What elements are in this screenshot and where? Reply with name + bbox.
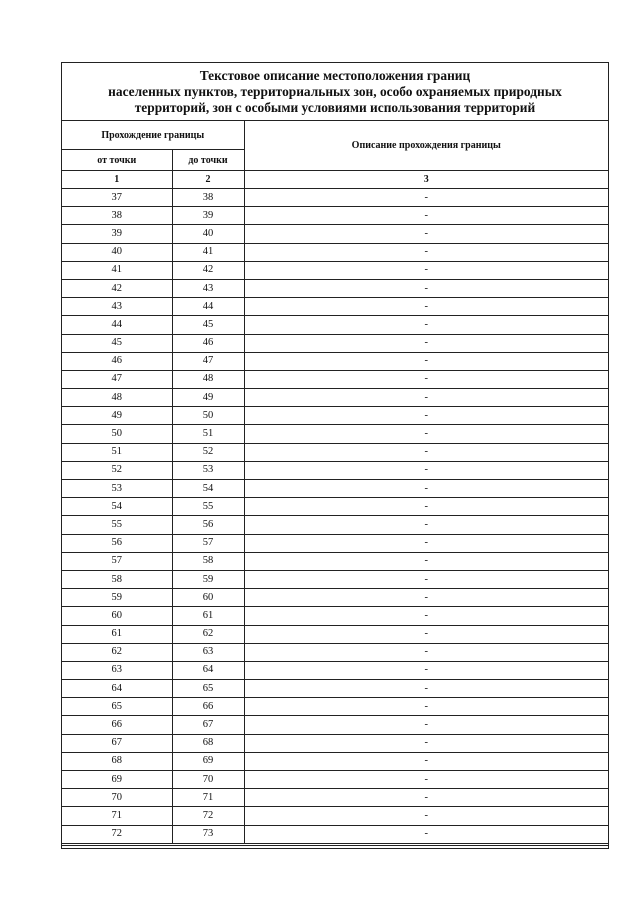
from-point-cell: 57 [62, 552, 172, 570]
document-title [62, 63, 608, 121]
from-point-cell: 58 [62, 570, 172, 588]
column-number-1: 1 [62, 171, 172, 189]
from-point-cell: 39 [62, 225, 172, 243]
from-point-cell: 64 [62, 680, 172, 698]
column-number-row [62, 171, 608, 189]
title-line-2: населенных пунктов, территориальных зон, особо охраняемых природных [108, 83, 562, 99]
to-point-cell: 67 [172, 716, 244, 734]
to-point-cell: 53 [172, 461, 244, 479]
from-point-cell: 62 [62, 643, 172, 661]
table-row [62, 316, 608, 334]
to-point-cell: 48 [172, 370, 244, 388]
from-point-cell: 38 [62, 207, 172, 225]
to-point-cell: 64 [172, 661, 244, 679]
table-row [62, 734, 608, 752]
from-point-cell: 68 [62, 752, 172, 770]
from-point-cell: 40 [62, 243, 172, 261]
to-point-cell: 59 [172, 570, 244, 588]
description-cell: - [244, 207, 608, 225]
description-cell: - [244, 680, 608, 698]
description-cell: - [244, 243, 608, 261]
description-cell: - [244, 625, 608, 643]
table-row [62, 807, 608, 825]
from-point-cell: 46 [62, 352, 172, 370]
description-cell: - [244, 298, 608, 316]
description-cell: - [244, 316, 608, 334]
from-point-cell: 72 [62, 825, 172, 843]
description-cell: - [244, 807, 608, 825]
to-point-cell: 40 [172, 225, 244, 243]
from-point-cell: 67 [62, 734, 172, 752]
from-point-cell: 47 [62, 370, 172, 388]
boundary-description-form [61, 62, 609, 849]
table-row [62, 825, 608, 843]
description-cell: - [244, 389, 608, 407]
description-cell: - [244, 189, 608, 207]
from-point-cell: 55 [62, 516, 172, 534]
table-row [62, 516, 608, 534]
to-point-cell: 58 [172, 552, 244, 570]
table-row [62, 680, 608, 698]
description-cell: - [244, 734, 608, 752]
description-cell: - [244, 370, 608, 388]
from-point-cell: 41 [62, 261, 172, 279]
table-row [62, 334, 608, 352]
from-point-cell: 52 [62, 461, 172, 479]
table-row [62, 589, 608, 607]
description-cell: - [244, 698, 608, 716]
to-point-cell: 57 [172, 534, 244, 552]
to-point-cell: 49 [172, 389, 244, 407]
description-cell: - [244, 279, 608, 297]
to-point-cell: 73 [172, 825, 244, 843]
from-point-cell: 54 [62, 498, 172, 516]
to-point-cell: 68 [172, 734, 244, 752]
table-row [62, 207, 608, 225]
to-point-cell: 70 [172, 771, 244, 789]
from-point-cell: 56 [62, 534, 172, 552]
table-row [62, 716, 608, 734]
header-description: Описание прохождения границы [244, 121, 608, 171]
to-point-cell: 46 [172, 334, 244, 352]
column-number-2: 2 [172, 171, 244, 189]
header-from-point: от точки [62, 150, 172, 171]
to-point-cell: 55 [172, 498, 244, 516]
table-row [62, 443, 608, 461]
table-row [62, 498, 608, 516]
description-cell: - [244, 716, 608, 734]
description-cell: - [244, 643, 608, 661]
to-point-cell: 63 [172, 643, 244, 661]
to-point-cell: 69 [172, 752, 244, 770]
description-cell: - [244, 443, 608, 461]
description-cell: - [244, 516, 608, 534]
to-point-cell: 39 [172, 207, 244, 225]
from-point-cell: 65 [62, 698, 172, 716]
to-point-cell: 56 [172, 516, 244, 534]
from-point-cell: 43 [62, 298, 172, 316]
to-point-cell: 42 [172, 261, 244, 279]
table-row [62, 389, 608, 407]
to-point-cell: 41 [172, 243, 244, 261]
to-point-cell: 54 [172, 480, 244, 498]
table-row [62, 643, 608, 661]
table-row [62, 771, 608, 789]
from-point-cell: 60 [62, 607, 172, 625]
to-point-cell: 50 [172, 407, 244, 425]
table-row [62, 243, 608, 261]
from-point-cell: 49 [62, 407, 172, 425]
table-row [62, 552, 608, 570]
table-row [62, 189, 608, 207]
from-point-cell: 59 [62, 589, 172, 607]
header-to-point: до точки [172, 150, 244, 171]
table-row [62, 570, 608, 588]
from-point-cell: 48 [62, 389, 172, 407]
description-cell: - [244, 352, 608, 370]
to-point-cell: 65 [172, 680, 244, 698]
description-cell: - [244, 498, 608, 516]
table-row [62, 279, 608, 297]
header-boundary-passage: Прохождение границы [62, 121, 244, 150]
to-point-cell: 45 [172, 316, 244, 334]
to-point-cell: 62 [172, 625, 244, 643]
from-point-cell: 69 [62, 771, 172, 789]
description-cell: - [244, 407, 608, 425]
description-cell: - [244, 261, 608, 279]
from-point-cell: 50 [62, 425, 172, 443]
description-cell: - [244, 334, 608, 352]
to-point-cell: 52 [172, 443, 244, 461]
table-row [62, 225, 608, 243]
description-cell: - [244, 752, 608, 770]
description-cell: - [244, 480, 608, 498]
description-cell: - [244, 771, 608, 789]
to-point-cell: 61 [172, 607, 244, 625]
table-body [62, 189, 608, 844]
from-point-cell: 66 [62, 716, 172, 734]
from-point-cell: 70 [62, 789, 172, 807]
table-row [62, 534, 608, 552]
table-row [62, 752, 608, 770]
description-cell: - [244, 461, 608, 479]
description-cell: - [244, 789, 608, 807]
to-point-cell: 43 [172, 279, 244, 297]
from-point-cell: 51 [62, 443, 172, 461]
to-point-cell: 60 [172, 589, 244, 607]
to-point-cell: 38 [172, 189, 244, 207]
table-row [62, 407, 608, 425]
table-row [62, 661, 608, 679]
table-row [62, 461, 608, 479]
from-point-cell: 71 [62, 807, 172, 825]
from-point-cell: 37 [62, 189, 172, 207]
to-point-cell: 72 [172, 807, 244, 825]
from-point-cell: 53 [62, 480, 172, 498]
to-point-cell: 71 [172, 789, 244, 807]
boundary-table [62, 121, 608, 844]
description-cell: - [244, 570, 608, 588]
description-cell: - [244, 534, 608, 552]
table-row [62, 298, 608, 316]
from-point-cell: 61 [62, 625, 172, 643]
table-row [62, 352, 608, 370]
description-cell: - [244, 225, 608, 243]
table-row [62, 261, 608, 279]
to-point-cell: 51 [172, 425, 244, 443]
description-cell: - [244, 589, 608, 607]
description-cell: - [244, 552, 608, 570]
column-number-3: 3 [244, 171, 608, 189]
from-point-cell: 44 [62, 316, 172, 334]
description-cell: - [244, 607, 608, 625]
table-row [62, 625, 608, 643]
from-point-cell: 42 [62, 279, 172, 297]
table-row [62, 480, 608, 498]
from-point-cell: 45 [62, 334, 172, 352]
bottom-rule [61, 845, 609, 846]
description-cell: - [244, 825, 608, 843]
title-line-1: Текстовое описание местоположения границ [199, 67, 471, 83]
title-line-3: территорий, зон с особыми условиями использования территорий [134, 99, 536, 115]
table-row [62, 698, 608, 716]
description-cell: - [244, 425, 608, 443]
description-cell: - [244, 661, 608, 679]
table-row [62, 789, 608, 807]
to-point-cell: 44 [172, 298, 244, 316]
table-row [62, 425, 608, 443]
to-point-cell: 66 [172, 698, 244, 716]
table-row [62, 370, 608, 388]
from-point-cell: 63 [62, 661, 172, 679]
to-point-cell: 47 [172, 352, 244, 370]
table-row [62, 607, 608, 625]
